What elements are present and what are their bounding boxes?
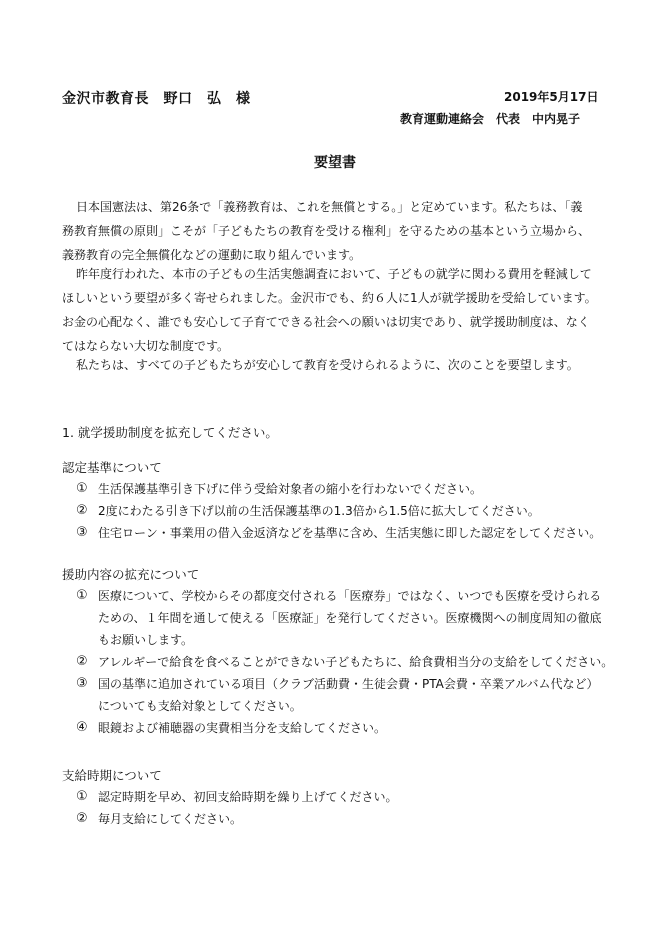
- intro-paragraph-3: [62, 353, 622, 377]
- timing-heading: 支給時期について: [62, 768, 162, 783]
- criteria-heading: 認定基準について: [62, 460, 162, 475]
- paragraph-line: 日本国憲法は、第26条で「義務教育は、これを無償とする。」と定めています。私たちは、「義: [76, 200, 583, 214]
- item-number: ③: [76, 676, 88, 691]
- item-text: 2度にわたる引き下げ以前の生活保護基準の1.3倍から1.5倍に拡大してください。: [98, 504, 540, 518]
- paragraph-line: ほしいという要望が多く寄せられました。金沢市でも、約６人に1人が就学援助を受給しています。: [62, 291, 597, 305]
- item-text: 国の基準に追加されている項目（クラブ活動費・生徒会費・PTA会費・卒業アルバム代など）: [98, 677, 599, 691]
- intro-paragraph-1: [62, 195, 622, 267]
- item-number: ②: [76, 654, 88, 669]
- paragraph-line: 務教育無償の原則」こそが「子どもたちの教育を受ける権利」を守るための基本という立場から、: [62, 224, 591, 238]
- support-heading: 援助内容の拡充について: [62, 567, 200, 582]
- item-text: 生活保護基準引き下げに伴う受給対象者の縮小を行わないでください。: [98, 482, 483, 496]
- item-number: ①: [76, 789, 88, 804]
- item-number: ①: [76, 481, 88, 496]
- paragraph-line: 義務教育の完全無償化などの運動に取り組んでいます。: [62, 248, 362, 262]
- item-number: ③: [76, 525, 88, 540]
- document-title: 要望書: [314, 155, 356, 171]
- item-number: ①: [76, 588, 88, 603]
- section-heading: 1. 就学援助制度を拡充してください。: [62, 425, 278, 440]
- item-text: 毎月支給にしてください。: [98, 812, 243, 826]
- addressee: 金沢市教育長 野口 弘 様: [62, 91, 251, 107]
- document-date: 2019年5月17日: [504, 90, 599, 104]
- paragraph-line: 昨年度行われた、本市の子どもの生活実態調査において、子どもの就学に関わる費用を軽減して: [76, 267, 592, 281]
- paragraph-line: お金の心配なく、誰でも安心して子育てできる社会への願いは切実であり、就学援助制度は、なく: [62, 315, 590, 329]
- intro-paragraph-2: [62, 262, 622, 358]
- paragraph-line: 私たちは、すべての子どもたちが安心して教育を受けられるように、次のことを要望します。: [76, 358, 579, 372]
- sender: 教育運動連絡会 代表 中内晃子: [400, 112, 581, 126]
- item-number: ②: [76, 503, 88, 518]
- paragraph-line: てはならない大切な制度です。: [62, 339, 230, 353]
- item-number: ②: [76, 811, 88, 826]
- item-text: もお願いします。: [98, 633, 194, 647]
- item-text: 医療について、学校からその都度交付される「医療券」ではなく、いつでも医療を受けられる: [98, 589, 602, 603]
- item-number: ④: [76, 720, 88, 735]
- item-text: 認定時期を早め、初回支給時期を繰り上げてください。: [98, 790, 398, 804]
- item-text: ための、１年間を通して使える「医療証」を発行してください。医療機関への制度周知の徹底: [98, 611, 602, 625]
- item-text: についても支給対象としてください。: [98, 699, 302, 713]
- item-text: 眼鏡および補聴器の実費相当分を支給してください。: [98, 721, 387, 735]
- item-text: 住宅ローン・事業用の借入金返済などを基準に含め、生活実態に即した認定をしてください。: [98, 526, 602, 540]
- item-text: アレルギーで給食を食べることができない子どもたちに、給食費相当分の支給をしてください。: [98, 655, 614, 669]
